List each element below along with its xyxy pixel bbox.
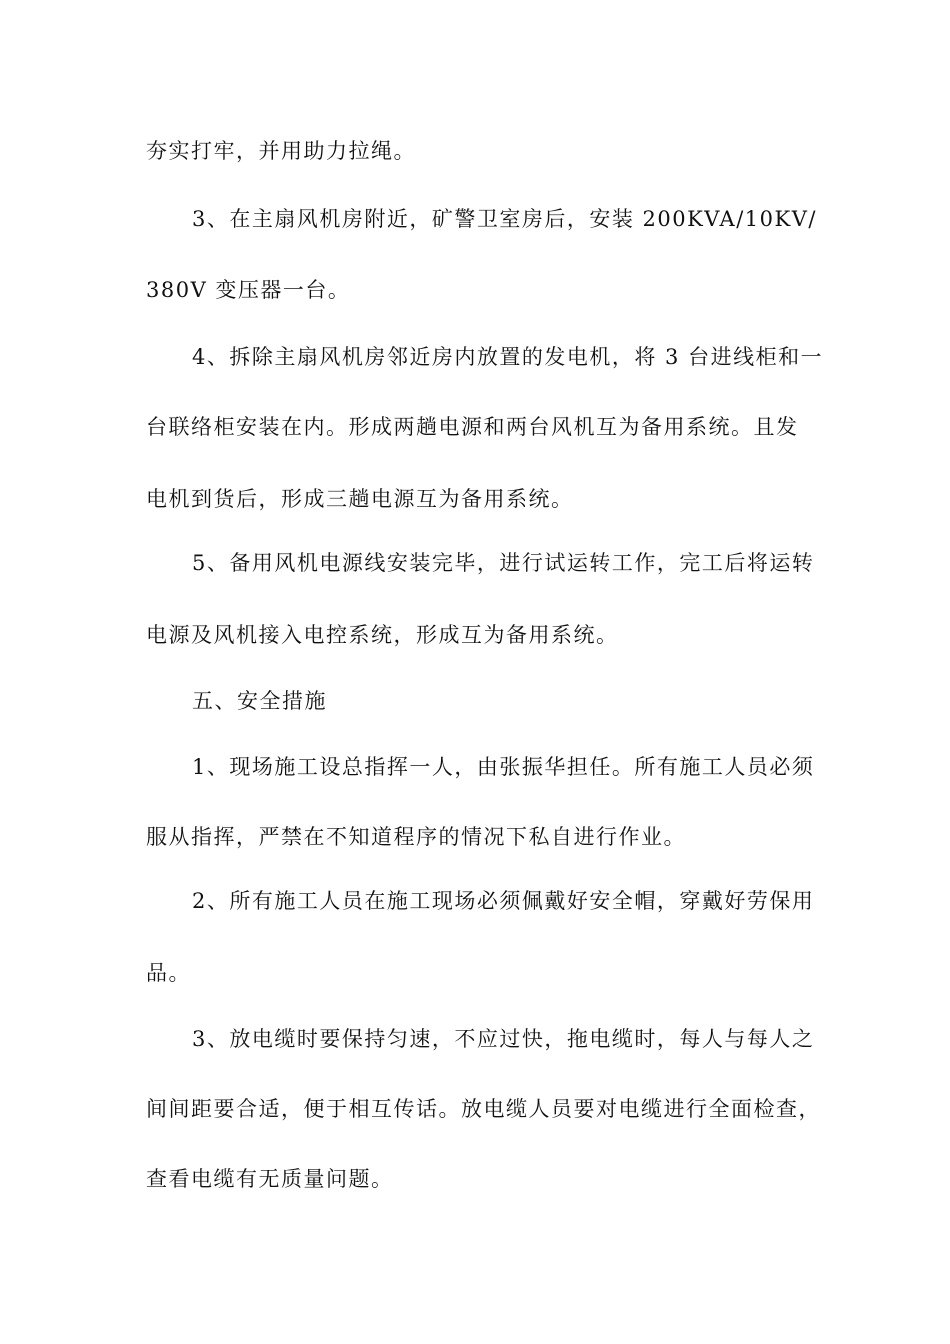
text-line-13: 品。 (146, 961, 191, 985)
text-line-14: 3、放电缆时要保持匀速，不应过快，拖电缆时，每人与每人之 (192, 1027, 815, 1051)
text-line-16: 查看电缆有无质量问题。 (146, 1167, 394, 1191)
text-line-11: 服从指挥，严禁在不知道程序的情况下私自进行作业。 (146, 825, 686, 849)
text-line-5: 台联络柜安装在内。形成两趟电源和两台风机互为备用系统。且发 (146, 415, 799, 439)
text-line-2: 3、在主扇风机房附近，矿警卫室房后，安装 200KVA/10KV/ (192, 207, 817, 231)
text-line-15: 间间距要合适，便于相互传话。放电缆人员要对电缆进行全面检查， (146, 1097, 821, 1121)
text-line-1: 夯实打牢，并用助力拉绳。 (146, 139, 416, 163)
text-line-8: 电源及风机接入电控系统，形成互为备用系统。 (146, 623, 619, 647)
text-line-12: 2、所有施工人员在施工现场必须佩戴好安全帽，穿戴好劳保用 (192, 889, 815, 913)
text-line-7: 5、备用风机电源线安装完毕，进行试运转工作，完工后将运转 (192, 551, 815, 575)
text-line-4: 4、拆除主扇风机房邻近房内放置的发电机，将 3 台进线柜和一 (192, 345, 824, 369)
section-heading: 五、安全措施 (192, 689, 327, 713)
text-line-3: 380V 变压器一台。 (146, 278, 351, 302)
text-line-10: 1、现场施工设总指挥一人，由张振华担任。所有施工人员必须 (192, 755, 815, 779)
text-line-6: 电机到货后，形成三趟电源互为备用系统。 (146, 487, 574, 511)
